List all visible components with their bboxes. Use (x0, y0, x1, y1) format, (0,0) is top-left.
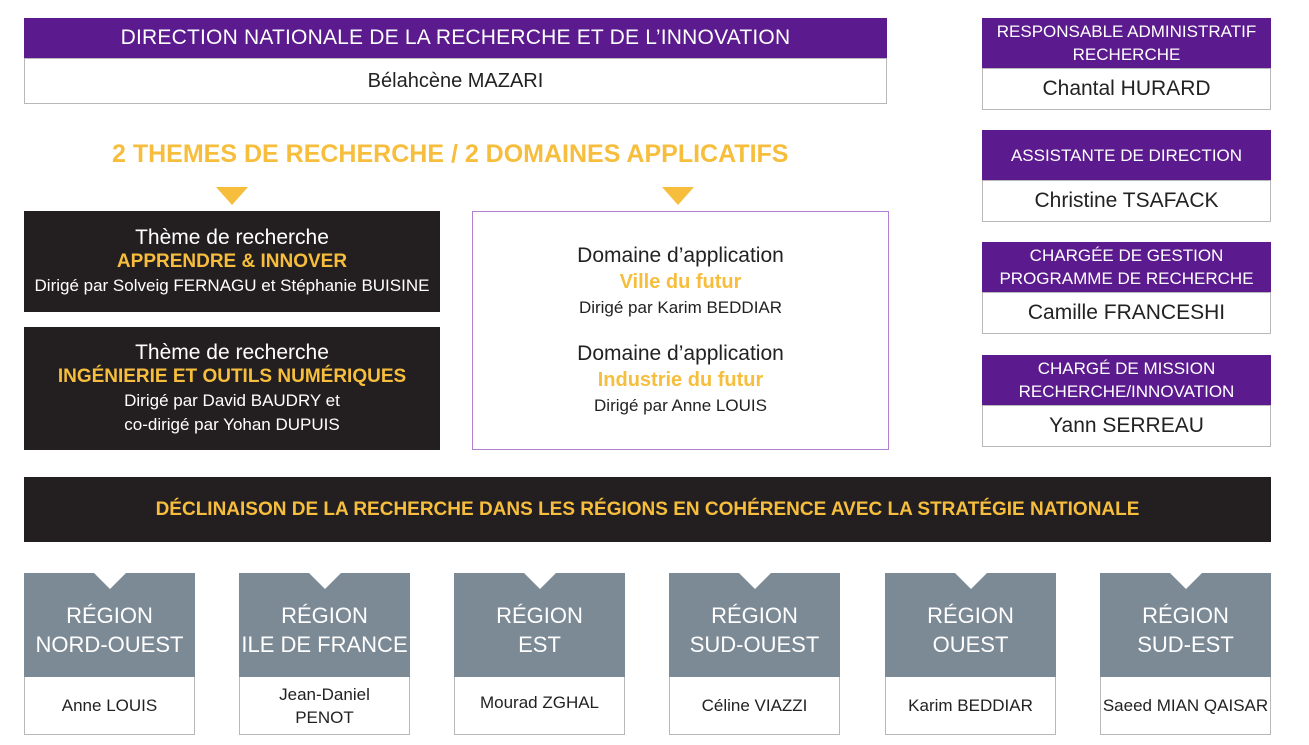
region-area: OUEST (932, 632, 1009, 657)
region-area: SUD-OUEST (689, 632, 820, 657)
region-word: RÉGION (496, 603, 583, 628)
region-area: NORD-OUEST (35, 632, 184, 657)
staff-title-line1: CHARGÉE DE GESTION (1029, 246, 1224, 265)
region-word: RÉGION (927, 603, 1014, 628)
staff-title-line2: RECHERCHE/INNOVATION (1018, 382, 1235, 401)
staff-name-mission: Yann SERREAU (982, 405, 1271, 447)
staff-title-line1: ASSISTANTE DE DIRECTION (1010, 145, 1243, 165)
staff-name-gestion: Camille FRANCESHI (982, 292, 1271, 334)
region-card-ouest (885, 573, 1056, 735)
region-lead: Céline VIAZZI (669, 677, 840, 735)
staff-title-line2: RECHERCHE (1072, 45, 1181, 64)
staff-title-line1: RESPONSABLE ADMINISTRATIF (996, 22, 1257, 41)
domain-name: Industrie du futur (597, 368, 764, 391)
staff-title-assistant (982, 130, 1271, 180)
theme-label: Thème de recherche (135, 340, 329, 364)
domain-lead: Dirigé par Anne LOUIS (594, 395, 767, 415)
theme-lead: Dirigé par Solveig FERNAGU et Stéphanie BUISINE (34, 275, 430, 295)
region-lead (239, 677, 410, 735)
theme-lead: Dirigé par David BAUDRY et (124, 390, 340, 410)
region-word: RÉGION (711, 603, 798, 628)
notch-icon (309, 573, 341, 589)
domain-name: Ville du futur (619, 270, 742, 293)
direction-title: DIRECTION NATIONALE DE LA RECHERCHE ET DE L’INNOVATION (24, 18, 887, 58)
theme-box-apprendre (24, 211, 440, 312)
region-lead: Karim BEDDIAR (885, 677, 1056, 735)
region-lead: Mourad ZGHAL (454, 677, 625, 735)
region-area: SUD-EST (1137, 632, 1234, 657)
staff-title-mission (982, 355, 1271, 405)
domain-label: Domaine d’application (577, 243, 784, 267)
staff-name-assistant: Christine TSAFACK (982, 180, 1271, 222)
region-area: EST (518, 632, 561, 657)
region-card-nord-ouest (24, 573, 195, 735)
domain-label: Domaine d’application (577, 341, 784, 365)
region-card-sud-est (1100, 573, 1271, 735)
arrow-down-icon (662, 187, 694, 205)
region-word: RÉGION (281, 603, 368, 628)
staff-title-gestion (982, 242, 1271, 292)
theme-label: Thème de recherche (135, 225, 329, 249)
region-word: RÉGION (1142, 603, 1229, 628)
region-lead-line2: PENOT (295, 707, 354, 727)
region-card-sud-ouest (669, 573, 840, 735)
staff-name-admin: Chantal HURARD (982, 68, 1271, 110)
notch-icon (94, 573, 126, 589)
region-lead: Anne LOUIS (24, 677, 195, 735)
notch-icon (1170, 573, 1202, 589)
region-card-est (454, 573, 625, 735)
region-area: ILE DE FRANCE (241, 632, 408, 657)
themes-title: 2 THEMES DE RECHERCHE / 2 DOMAINES APPLICATIFS (112, 139, 789, 168)
domain-lead: Dirigé par Karim BEDDIAR (578, 297, 783, 317)
theme-name: INGÉNIERIE ET OUTILS NUMÉRIQUES (57, 365, 407, 387)
region-lead: Saeed MIAN QAISAR (1100, 677, 1271, 735)
arrow-down-icon (216, 187, 248, 205)
notch-icon (955, 573, 987, 589)
theme-name: APPRENDRE & INNOVER (116, 250, 348, 272)
staff-title-line1: CHARGÉ DE MISSION (1037, 359, 1216, 378)
theme-box-ingenierie (24, 327, 440, 450)
region-lead-line1: Jean-Daniel (279, 684, 370, 704)
direction-name: Bélahcène MAZARI (24, 58, 887, 104)
staff-title-line2: PROGRAMME DE RECHERCHE (999, 269, 1254, 288)
declinaison-banner: DÉCLINAISON DE LA RECHERCHE DANS LES RÉGIONS EN COHÉRENCE AVEC LA STRATÉGIE NATIONALE (24, 477, 1271, 542)
region-word: RÉGION (66, 603, 153, 628)
region-card-ile-de-france (239, 573, 410, 735)
notch-icon (739, 573, 771, 589)
notch-icon (524, 573, 556, 589)
staff-title-admin (982, 18, 1271, 68)
theme-lead-2: co-dirigé par Yohan DUPUIS (124, 414, 340, 434)
domains-box (472, 211, 889, 450)
